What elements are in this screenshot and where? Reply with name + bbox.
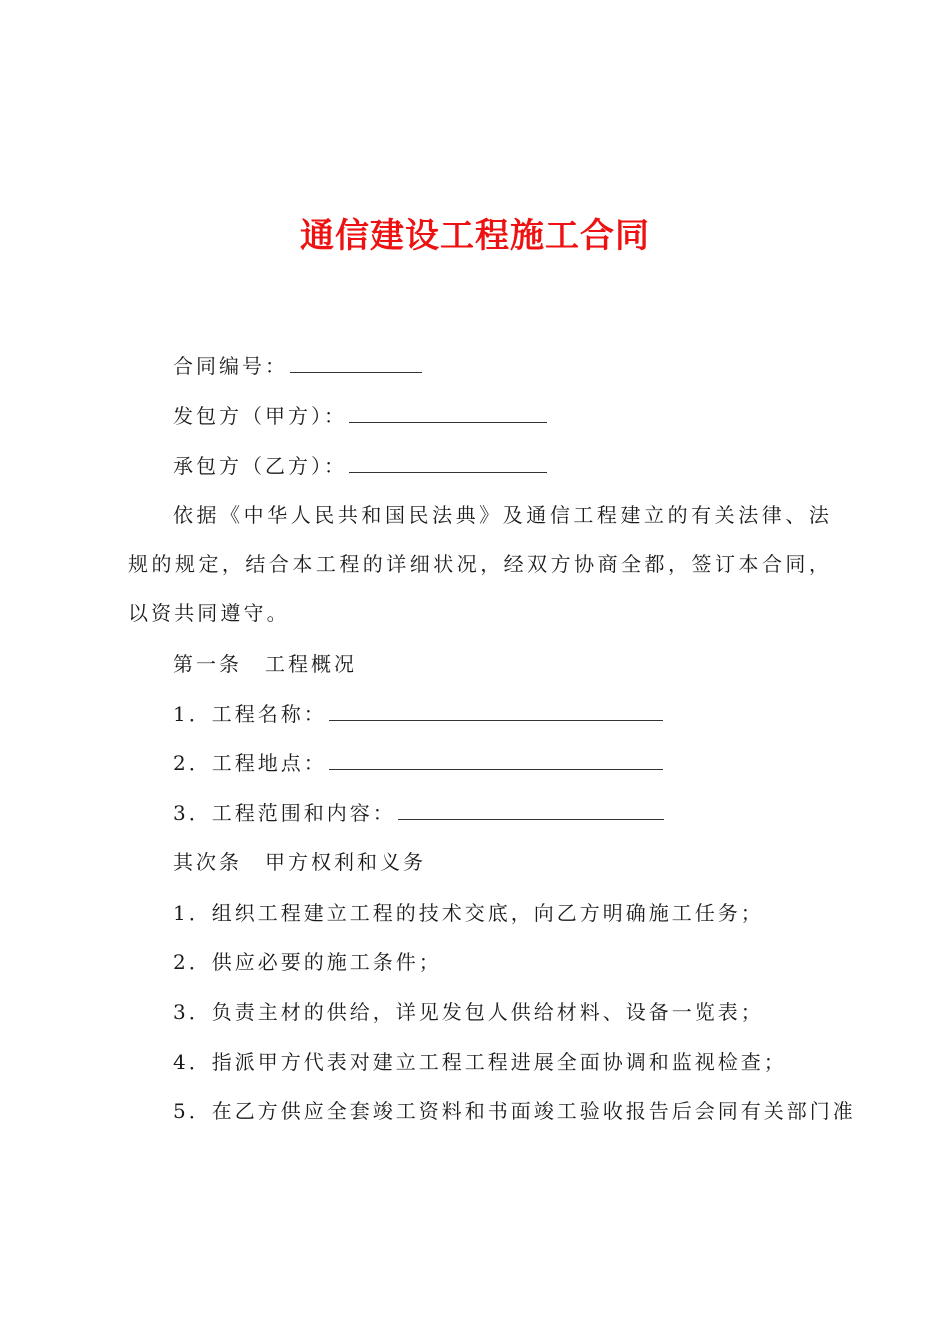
project-location-blank <box>329 751 663 770</box>
project-scope-label: 3．工程范围和内容： <box>173 801 396 825</box>
project-location-label: 2．工程地点： <box>173 751 327 775</box>
article2-item: 2．供应必要的施工条件； <box>173 950 442 974</box>
party-b-blank <box>349 454 547 473</box>
article2-heading: 其次条 甲方权利和义务 <box>173 850 426 874</box>
project-scope-blank <box>398 801 664 820</box>
article2-item: 3．负责主材的供给，详见发包人供给材料、设备一览表； <box>173 1000 764 1024</box>
article2-item: 1．组织工程建立工程的技术交底，向乙方明确施工任务； <box>173 901 764 925</box>
party-a-blank <box>349 404 547 423</box>
party-b-label: 承包方（乙方）： <box>173 454 347 478</box>
contract-number-label: 合同编号： <box>173 354 288 378</box>
project-scope-line <box>173 801 664 825</box>
project-name-label: 1．工程名称： <box>173 702 327 726</box>
party-a-line <box>173 404 547 428</box>
article2-item: 5．在乙方供应全套竣工资料和书面竣工验收报告后会同有关部门准 <box>173 1099 856 1123</box>
contract-number-line <box>173 354 422 378</box>
party-b-line <box>173 454 547 478</box>
article1-heading: 第一条 工程概况 <box>173 652 357 676</box>
project-location-line <box>173 751 663 775</box>
intro-paragraph: 依据《中华人民共和国民法典》及通信工程建立的有关法律、法规的规定，结合本工程的详细状况，经双方协商全都，签订本合同，以资共同遵守。 <box>128 503 832 625</box>
project-name-blank <box>329 702 663 721</box>
article2-item: 4．指派甲方代表对建立工程工程进展全面协调和监视检查； <box>173 1050 787 1074</box>
document-title: 通信建设工程施工合同 <box>300 216 650 256</box>
contract-number-blank <box>290 354 422 373</box>
party-a-label: 发包方（甲方）： <box>173 404 347 428</box>
project-name-line <box>173 702 663 726</box>
